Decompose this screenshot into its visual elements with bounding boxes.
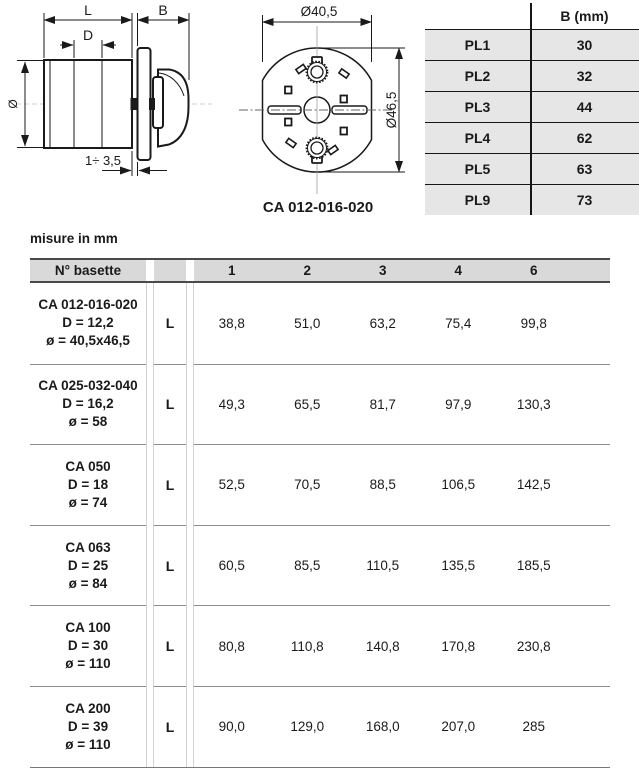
column-gap: [186, 364, 194, 445]
value-cell: 285: [496, 686, 572, 767]
table-row: [425, 184, 639, 215]
value-cell: 52,5: [194, 444, 270, 525]
shaft-connector: [131, 98, 139, 110]
filler-cell: [572, 444, 611, 525]
dim-symbol: L: [154, 525, 186, 606]
value-cell: 38,8: [194, 283, 270, 364]
value-cell: 110,5: [345, 525, 421, 606]
side-view-drawing: [0, 0, 230, 200]
col-header-2: 2: [270, 260, 346, 281]
table-row: [425, 29, 639, 60]
value-cell: 81,7: [345, 364, 421, 445]
model-d: D = 12,2: [62, 315, 114, 331]
value-cell: 106,5: [421, 444, 497, 525]
pl-value: 44: [576, 99, 593, 115]
table-row: [425, 60, 639, 91]
model-cell: [30, 444, 146, 525]
model-o: ø = 84: [68, 575, 108, 591]
value-cell: 129,0: [270, 686, 346, 767]
value-cell: 135,5: [421, 525, 497, 606]
table-row: [30, 605, 610, 686]
dim-label-right-diameter: Ø46,5: [384, 91, 399, 129]
value-cell: 60,5: [194, 525, 270, 606]
model-name: CA 050: [65, 458, 111, 474]
value-cell: 207,0: [421, 686, 497, 767]
value-cell: 130,3: [496, 364, 572, 445]
pl-b-table: [425, 3, 639, 215]
value-cell: 85,5: [270, 525, 346, 606]
dim-symbol: L: [154, 283, 186, 364]
filler-cell: [572, 283, 611, 364]
model-cell: [30, 686, 146, 767]
column-gap: [186, 525, 194, 606]
pl-name: PL1: [464, 37, 491, 53]
model-o: ø = 110: [65, 656, 111, 672]
column-gap: [146, 364, 154, 445]
column-gap: [146, 686, 154, 767]
column-gap: [186, 686, 194, 767]
drawing-caption: CA 012-016-020: [262, 199, 374, 216]
value-cell: 97,9: [421, 364, 497, 445]
table-row: [425, 153, 639, 184]
column-gap: [146, 283, 154, 364]
model-cell: [30, 364, 146, 445]
value-cell: 63,2: [345, 283, 421, 364]
col-header-filler: [572, 260, 611, 281]
col-header-basette: N° basette: [30, 260, 146, 281]
pl-value: 63: [576, 161, 593, 177]
model-name: CA 200: [65, 700, 111, 716]
value-cell: 80,8: [194, 605, 270, 686]
dimensions-table-header-row: [30, 258, 610, 283]
col-header-4: 4: [421, 260, 497, 281]
table-row: [30, 283, 610, 364]
model-d: D = 39: [67, 718, 109, 734]
table-row: [30, 525, 610, 606]
shaft-connector: [149, 98, 155, 110]
pl-value: 30: [576, 37, 593, 53]
dim-label-l: L: [84, 2, 92, 18]
model-cell: [30, 525, 146, 606]
filler-cell: [572, 605, 611, 686]
table-row: [30, 444, 610, 525]
flange: [138, 48, 151, 160]
column-gap: [146, 260, 154, 281]
model-o: ø = 58: [68, 414, 108, 430]
column-gap: [186, 283, 194, 364]
pl-header-empty: [425, 3, 530, 29]
model-name: CA 012-016-020: [38, 297, 138, 313]
value-cell: 142,5: [496, 444, 572, 525]
value-cell: 49,3: [194, 364, 270, 445]
value-cell: 88,5: [345, 444, 421, 525]
value-cell: 168,0: [345, 686, 421, 767]
pl-name: PL4: [464, 130, 491, 146]
pl-name: PL5: [464, 161, 491, 177]
unit-note: misure in mm: [30, 231, 118, 246]
filler-cell: [572, 364, 611, 445]
pl-value: 62: [576, 130, 593, 146]
pl-name: PL3: [464, 99, 491, 115]
column-gap: [146, 444, 154, 525]
filler-cell: [572, 686, 611, 767]
pl-table-header-row: [425, 3, 639, 29]
value-cell: 185,5: [496, 525, 572, 606]
value-cell: 140,8: [345, 605, 421, 686]
table-row: [30, 686, 610, 767]
model-name: CA 063: [65, 539, 111, 555]
model-o: ø = 40,5x46,5: [46, 333, 130, 349]
column-gap: [146, 525, 154, 606]
dim-label-diameter: Ø: [6, 99, 20, 109]
pl-value: 73: [576, 192, 593, 208]
pl-value: 32: [576, 68, 593, 84]
model-name: CA 100: [65, 620, 111, 636]
model-cell: [30, 283, 146, 364]
model-d: D = 30: [67, 638, 109, 654]
table-row: [30, 364, 610, 445]
dim-label-d: D: [82, 27, 94, 43]
model-o: ø = 110: [65, 736, 111, 752]
table-row: [425, 122, 639, 153]
value-cell: 51,0: [270, 283, 346, 364]
dim-symbol: L: [154, 605, 186, 686]
dim-label-b: B: [158, 2, 168, 18]
dim-label-gap: 1÷ 3,5: [84, 153, 122, 168]
value-cell: 170,8: [421, 605, 497, 686]
col-header-3: 3: [345, 260, 421, 281]
filler-cell: [572, 525, 611, 606]
col-header-1: 1: [194, 260, 270, 281]
value-cell: 99,8: [496, 283, 572, 364]
value-cell: 90,0: [194, 686, 270, 767]
col-header-6: 6: [496, 260, 572, 281]
model-d: D = 25: [67, 557, 109, 573]
column-gap: [186, 444, 194, 525]
dim-label-top-diameter: Ø40,5: [300, 4, 338, 19]
dimensions-table: [30, 258, 610, 768]
value-cell: 75,4: [421, 283, 497, 364]
col-header-empty: [154, 260, 186, 281]
table-row: [425, 91, 639, 122]
front-view-drawing: [235, 0, 425, 220]
model-d: D = 18: [67, 476, 109, 492]
model-d: D = 16,2: [62, 396, 114, 412]
value-cell: 110,8: [270, 605, 346, 686]
model-o: ø = 74: [68, 494, 108, 510]
value-cell: 70,5: [270, 444, 346, 525]
model-name: CA 025-032-040: [38, 378, 138, 394]
dim-symbol: L: [154, 364, 186, 445]
value-cell: 65,5: [270, 364, 346, 445]
pl-name: PL2: [464, 68, 491, 84]
model-cell: [30, 605, 146, 686]
column-gap: [186, 260, 194, 281]
pl-header-b: B (mm): [560, 8, 609, 24]
dim-symbol: L: [154, 444, 186, 525]
value-cell: 230,8: [496, 605, 572, 686]
column-gap: [146, 605, 154, 686]
pl-name: PL9: [464, 192, 491, 208]
dim-symbol: L: [154, 686, 186, 767]
switch-body: [44, 60, 132, 148]
column-gap: [186, 605, 194, 686]
